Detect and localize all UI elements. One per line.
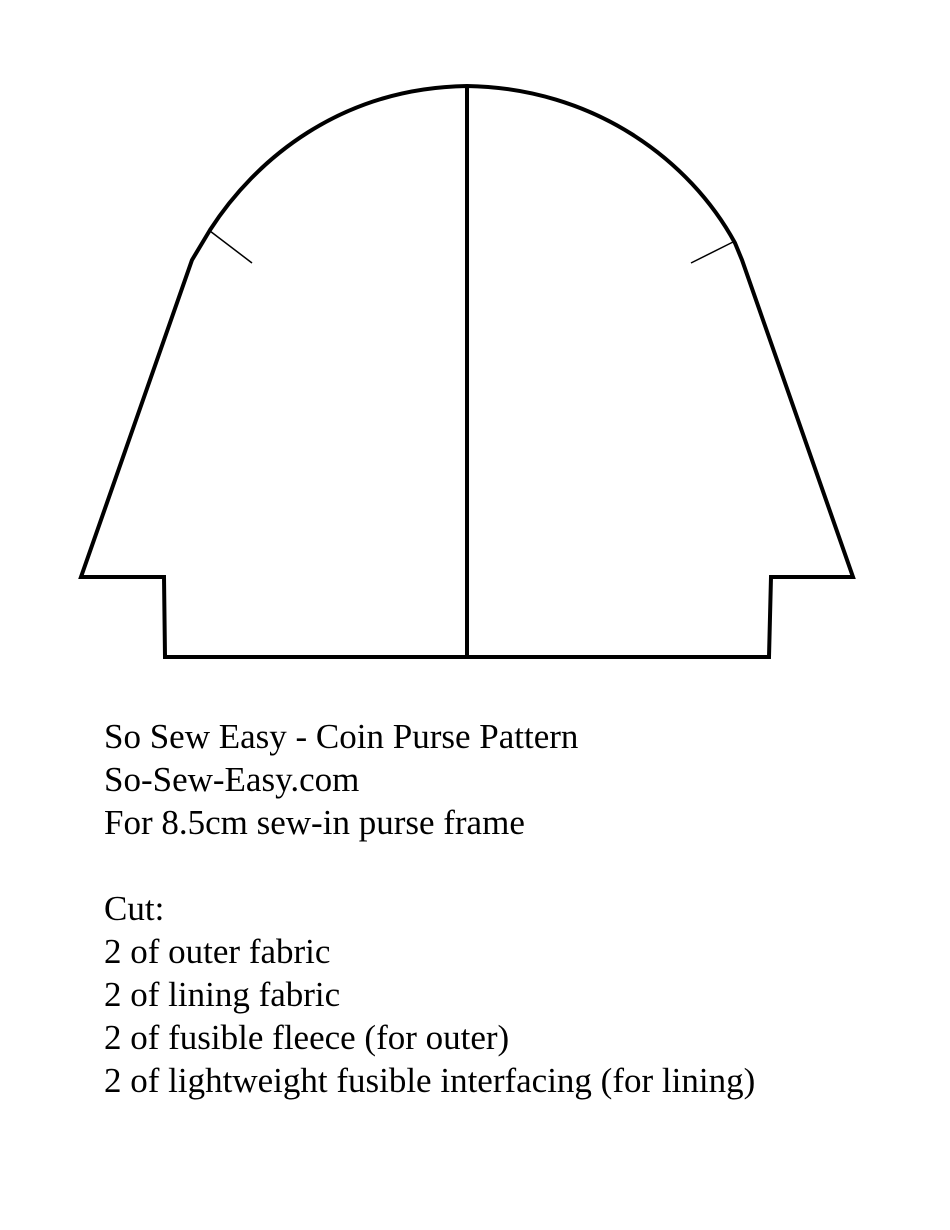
website-label: So-Sew-Easy.com xyxy=(104,760,360,799)
cut-list-item: 2 of fusible fleece (for outer) xyxy=(104,1018,510,1057)
pattern-title: So Sew Easy - Coin Purse Pattern xyxy=(104,717,579,756)
cut-heading: Cut: xyxy=(104,889,165,928)
frame-note: For 8.5cm sew-in purse frame xyxy=(104,803,525,842)
cut-list-item: 2 of lining fabric xyxy=(104,975,341,1014)
blank-line xyxy=(104,844,755,887)
right-frame-notch xyxy=(691,242,733,263)
left-frame-notch xyxy=(210,231,252,263)
pattern-info xyxy=(104,715,755,1102)
cut-list-item: 2 of outer fabric xyxy=(104,932,331,971)
cut-list-item: 2 of lightweight fusible interfacing (for lining) xyxy=(104,1061,756,1100)
